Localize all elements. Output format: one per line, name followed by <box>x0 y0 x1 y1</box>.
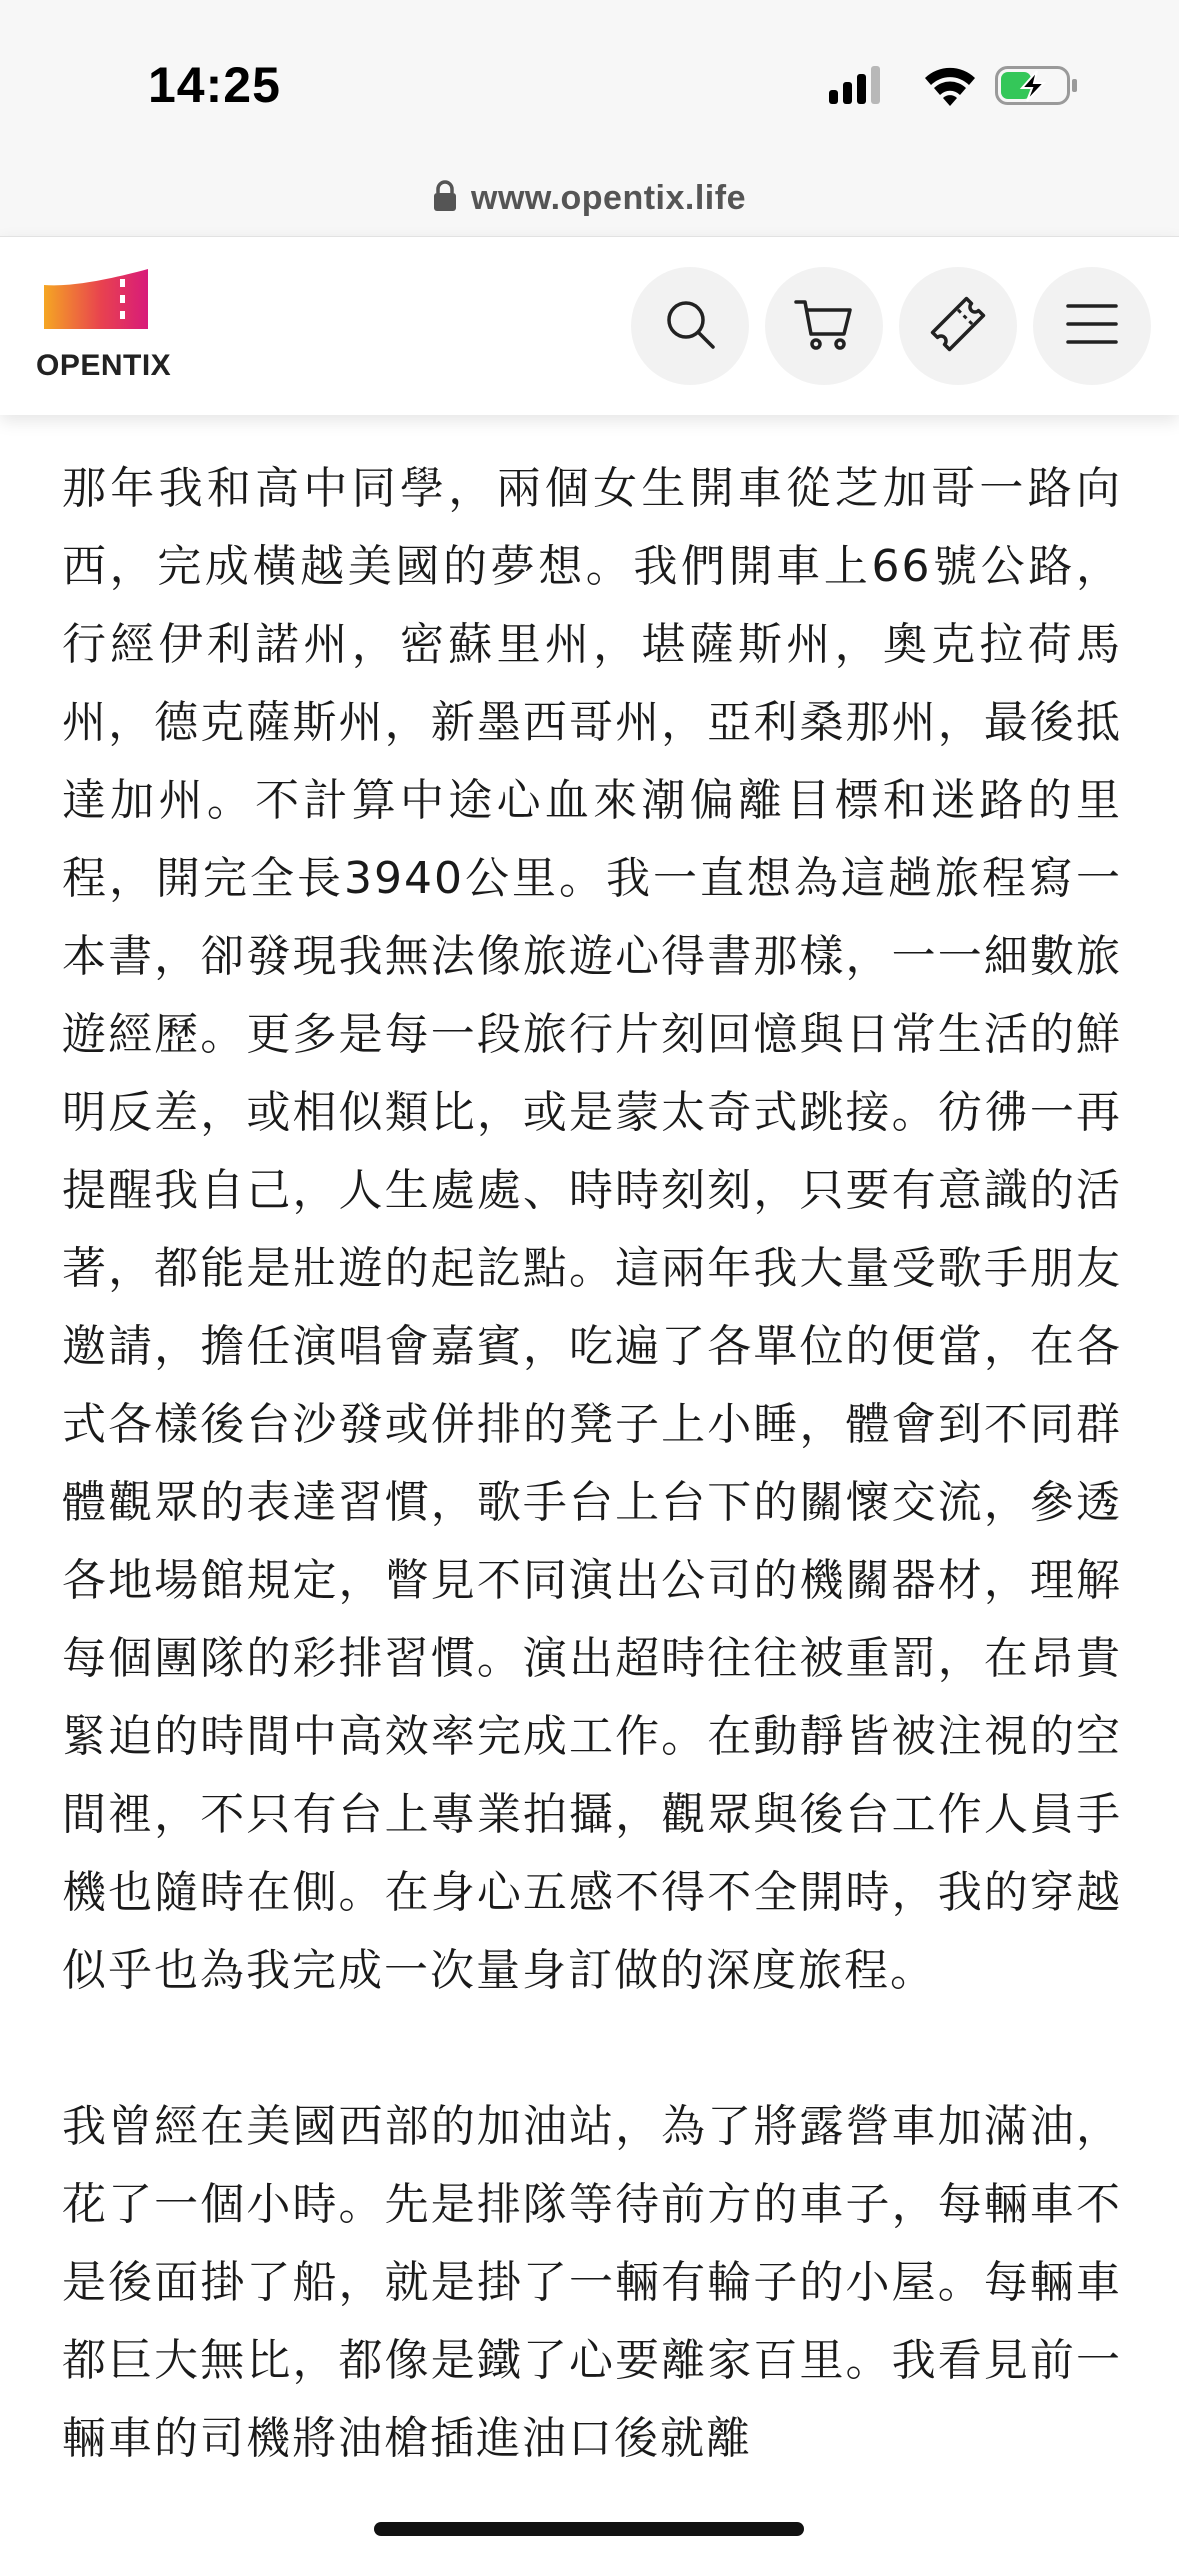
article-paragraph: 我曾經在美國西部的加油站，為了將露營車加滿油，花了一個小時。先是排隊等待前方的車子，每輛車不是後面掛了船，就是掛了一輛有輪子的小屋。每輛車都巨大無比，都像是鐵了心要離家百里。我看見前一輛車的司機將油槍插進油口後就離 <box>62 2101 1122 2464</box>
opentix-logo[interactable] <box>36 267 176 387</box>
search-button[interactable] <box>631 267 749 385</box>
opentix-logo-mark <box>44 267 164 337</box>
battery-charging-icon <box>997 68 1078 104</box>
lock-icon <box>433 180 457 216</box>
status-icons <box>829 62 1079 112</box>
ticket-button[interactable] <box>899 267 1017 385</box>
ticket-icon <box>928 294 988 358</box>
logo-text: OPENTIX <box>36 349 172 382</box>
status-bar <box>0 0 1179 160</box>
url-text[interactable]: www.opentix.life <box>471 178 746 217</box>
menu-button[interactable] <box>1033 267 1151 385</box>
article-paragraph: 那年我和高中同學，兩個女生開車從芝加哥一路向西，完成橫越美國的夢想。我們開車上66號公路，行經伊利諾州，密蘇里州，堪薩斯州，奧克拉荷馬州，德克薩斯州，新墨西哥州，亞利桑那州，最後抵達加州。不計算中途心血來潮偏離目標和迷路的里程，開完全長3940公里。我一直想為這趟旅程寫一本書，卻發現我無法像旅遊心得書那樣，一一細數旅遊經歷。更多是每一段旅行片刻回憶與日常生活的鮮明反差，或相似類比，或是蒙太奇式跳接。彷彿一再提醒我自己，人生處處、時時刻刻，只要有意識的活著，都能是壯遊的起訖點。這兩年我大量受歌手朋友邀請，擔任演唱會嘉賓，吃遍了各單位的便當，在各式各樣後台沙發或併排的凳子上小睡，體會到不同群體觀眾的表達習慣，歌手台上台下的關懷交流，參透各地場館規定，瞥見不同演出公司的機關器材，理解每個團隊的彩排習慣。演出超時往往被重罰，在昂貴緊迫的時間中高效率完成工作。在動靜皆被注視的空間裡，不只有台上專業拍攝，觀眾與後台工作人員手機也隨時在側。在身心五感不得不全開時，我的穿越似乎也為我完成一次量身訂做的深度旅程。 <box>62 463 1122 1996</box>
cart-button[interactable] <box>765 267 883 385</box>
status-time: 14:25 <box>148 57 281 113</box>
header-nav <box>631 267 1151 385</box>
cart-icon <box>794 296 854 356</box>
article-body <box>62 450 1122 2478</box>
site-header <box>0 236 1179 415</box>
url-bar[interactable] <box>0 160 1179 236</box>
menu-icon <box>1066 302 1118 350</box>
home-indicator[interactable] <box>374 2522 804 2536</box>
search-icon <box>662 296 718 356</box>
wifi-icon <box>925 68 975 106</box>
cellular-signal-icon <box>829 66 880 104</box>
